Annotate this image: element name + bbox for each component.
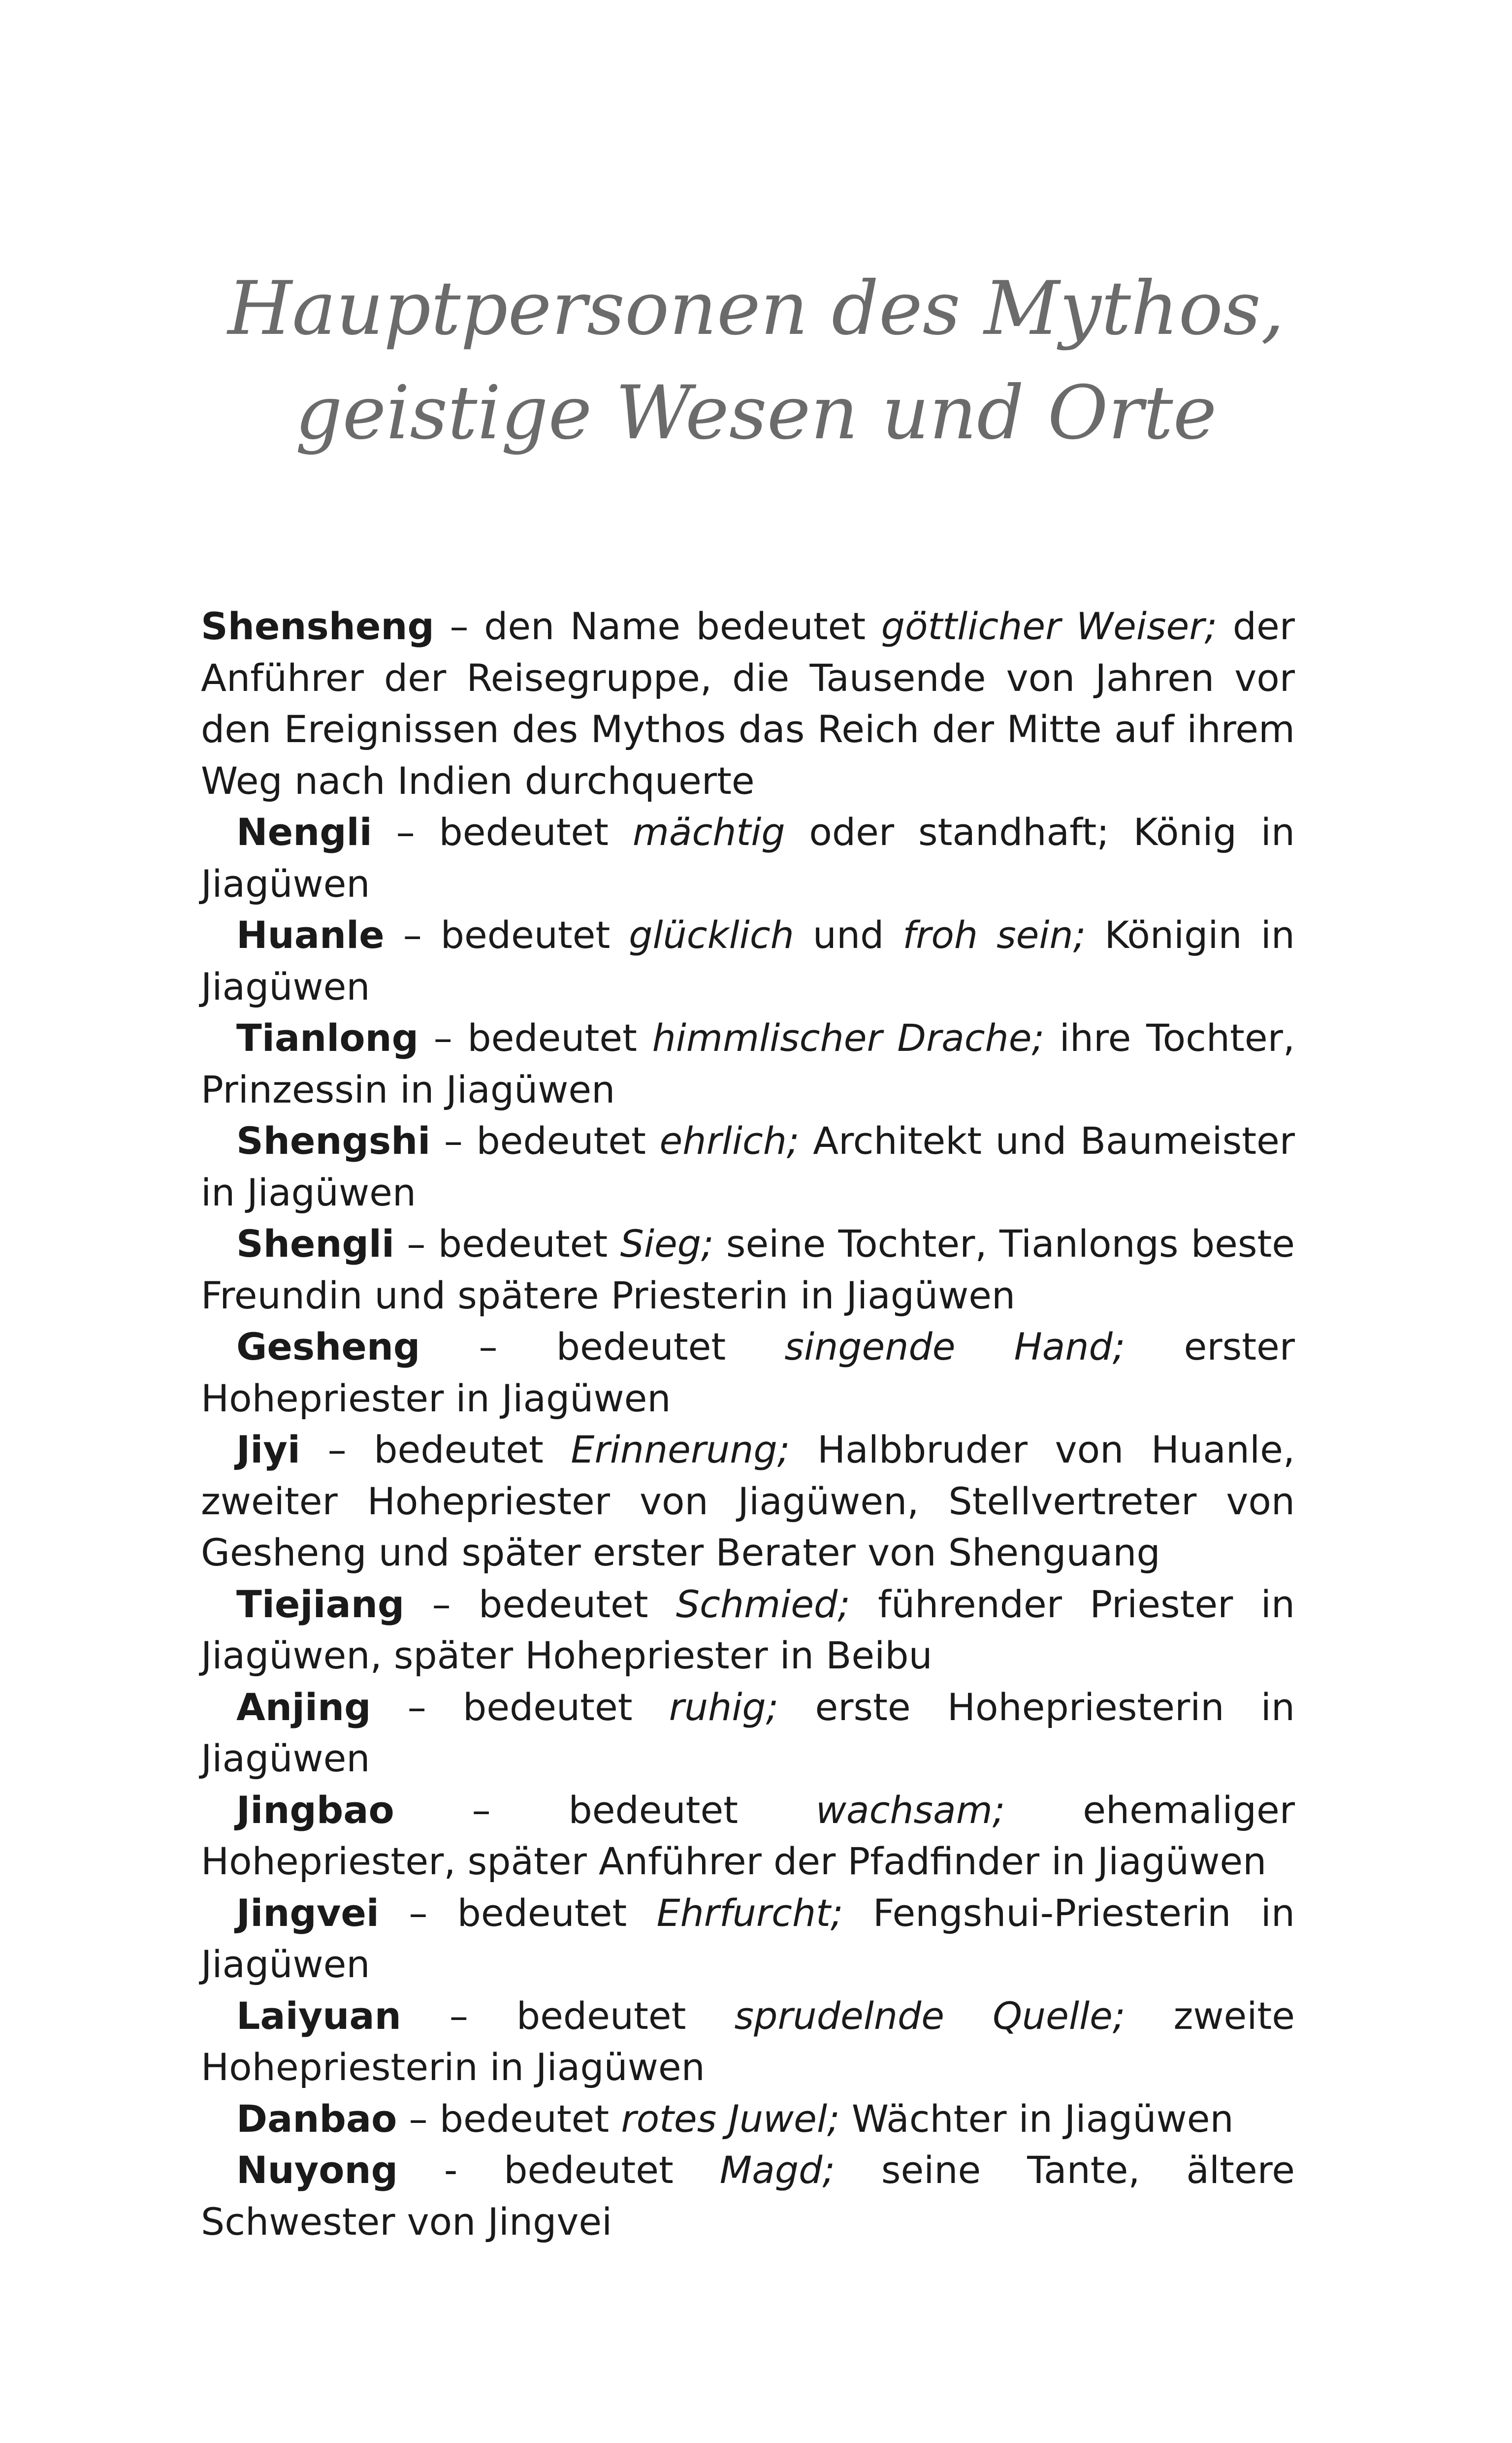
entry-term: Tiejiang — [236, 1582, 405, 1626]
entry-text: – bedeutet — [420, 1325, 785, 1368]
entry-term: Laiyuan — [236, 1993, 401, 2038]
entry-term: Huanle — [236, 913, 385, 957]
entry-text: – bedeutet — [379, 1890, 657, 1935]
entry-term: Nengli — [236, 810, 372, 854]
entry-text: Königin in Jiagüwen — [201, 913, 1295, 1009]
entry-meaning: Ehrfurcht; — [656, 1890, 843, 1935]
glossary-entry — [201, 601, 1295, 807]
entry-term: Jiyi — [236, 1428, 300, 1471]
glossary-list — [201, 601, 1295, 2248]
entry-meaning: Sieg; — [620, 1222, 714, 1266]
entry-text: der Anführer der Reisegruppe, die Tausende von Jahren vor den Ereignissen des Mythos das Reich der Mitte auf ihrem Weg nach Indien durchquerte — [201, 604, 1295, 803]
entry-text: – bedeutet — [397, 2096, 621, 2141]
entry-text: Halbbruder von Huanle, zweiter Hohepriester von Jiagüwen, Stellvertreter von Gesheng und später erster Berater von Shenguang — [201, 1428, 1295, 1574]
glossary-entry — [201, 1218, 1295, 1321]
entry-text: – bedeutet — [384, 913, 629, 957]
entry-text: Architekt und Baumeister in Jiagüwen — [201, 1119, 1295, 1214]
entry-text: – bedeutet — [401, 1993, 735, 2038]
entry-text: führender Priester in Jiagüwen, später Hohepriester in Beibu — [201, 1582, 1295, 1677]
entry-term: Gesheng — [236, 1325, 420, 1368]
entry-text: ihre Tochter, Prinzessin in Jiagüwen — [201, 1016, 1295, 1111]
entry-text: – den Name bedeutet — [434, 604, 881, 648]
entry-term: Tianlong — [236, 1016, 419, 1060]
entry-text: und — [794, 913, 903, 957]
entry-meaning: sprudelnde Quelle; — [734, 1993, 1126, 2038]
glossary-entry — [201, 2145, 1295, 2248]
entry-term: Nuyong — [236, 2148, 398, 2192]
entry-meaning: ruhig; — [669, 1685, 779, 1729]
entry-meaning: mächtig — [632, 810, 785, 854]
entry-meaning: Magd; — [719, 2148, 835, 2192]
entry-term: Shengli — [236, 1222, 394, 1266]
entry-text: – bedeutet — [300, 1428, 571, 1471]
entry-term: Anjing — [236, 1685, 371, 1729]
glossary-entry — [201, 1424, 1295, 1579]
glossary-entry — [201, 807, 1295, 910]
entry-meaning: himmlischer Drache; — [652, 1016, 1045, 1060]
glossary-entry — [201, 2093, 1295, 2145]
entry-meaning: singende Hand; — [784, 1325, 1126, 1368]
entry-text: – bedeutet — [371, 1685, 669, 1729]
entry-text: erste Hohepriesterin in Jiagüwen — [201, 1685, 1295, 1780]
page-title — [0, 257, 1512, 465]
entry-meaning: wachsam; — [815, 1788, 1005, 1832]
entry-text: – bedeutet — [430, 1119, 660, 1163]
glossary-entry — [201, 1682, 1295, 1785]
entry-meaning: froh sein; — [902, 913, 1086, 957]
entry-meaning: Erinnerung; — [571, 1428, 790, 1471]
glossary-entry — [201, 1012, 1295, 1115]
entry-meaning: glücklich — [629, 913, 794, 957]
entry-term: Jingbao — [236, 1788, 394, 1832]
glossary-entry — [201, 1785, 1295, 1888]
entry-meaning: rotes Juwel; — [621, 2096, 840, 2141]
glossary-entry — [201, 910, 1295, 1012]
entry-text: seine Tochter, Tianlongs beste Freundin und spätere Priesterin in Jiagüwen — [201, 1222, 1295, 1317]
entry-meaning: ehrlich; — [659, 1119, 800, 1163]
entry-meaning: Schmied; — [676, 1582, 850, 1626]
entry-term: Danbao — [236, 2096, 397, 2141]
entry-text: – bedeutet — [372, 810, 633, 854]
entry-text: – bedeutet — [394, 1788, 816, 1832]
entry-text: – bedeutet — [394, 1222, 620, 1266]
title-line-2: geistige Wesen und Orte — [295, 370, 1217, 456]
entry-meaning: göttlicher Weiser; — [881, 604, 1218, 648]
entry-text: Wächter in Jiagüwen — [839, 2096, 1234, 2141]
entry-text: Fengshui-Priesterin in Jiagüwen — [201, 1890, 1295, 1986]
entry-text: erster Hohepriester in Jiagüwen — [201, 1325, 1295, 1420]
glossary-entry — [201, 1115, 1295, 1218]
glossary-entry — [201, 1579, 1295, 1682]
entry-text: ehemaliger Hohepriester, später Anführer der Pfadfinder in Jiagüwen — [201, 1788, 1295, 1883]
entry-text: – bedeutet — [418, 1016, 652, 1060]
entry-term: Jingvei — [236, 1890, 379, 1935]
entry-text: seine Tante, ältere Schwester von Jingvei — [201, 2148, 1295, 2244]
entry-text: - bedeutet — [397, 2148, 720, 2192]
glossary-entry — [201, 1990, 1295, 2093]
title-line-1: Hauptpersonen des Mythos, — [227, 265, 1285, 352]
entry-term: Shensheng — [201, 604, 434, 648]
glossary-entry — [201, 1321, 1295, 1424]
glossary-entry — [201, 1888, 1295, 1990]
entry-text: – bedeutet — [404, 1582, 676, 1626]
entry-text: zweite Hohepriesterin in Jiagüwen — [201, 1993, 1295, 2089]
entry-text: oder standhaft; König in Jiagüwen — [201, 810, 1295, 906]
entry-term: Shengshi — [236, 1119, 431, 1163]
